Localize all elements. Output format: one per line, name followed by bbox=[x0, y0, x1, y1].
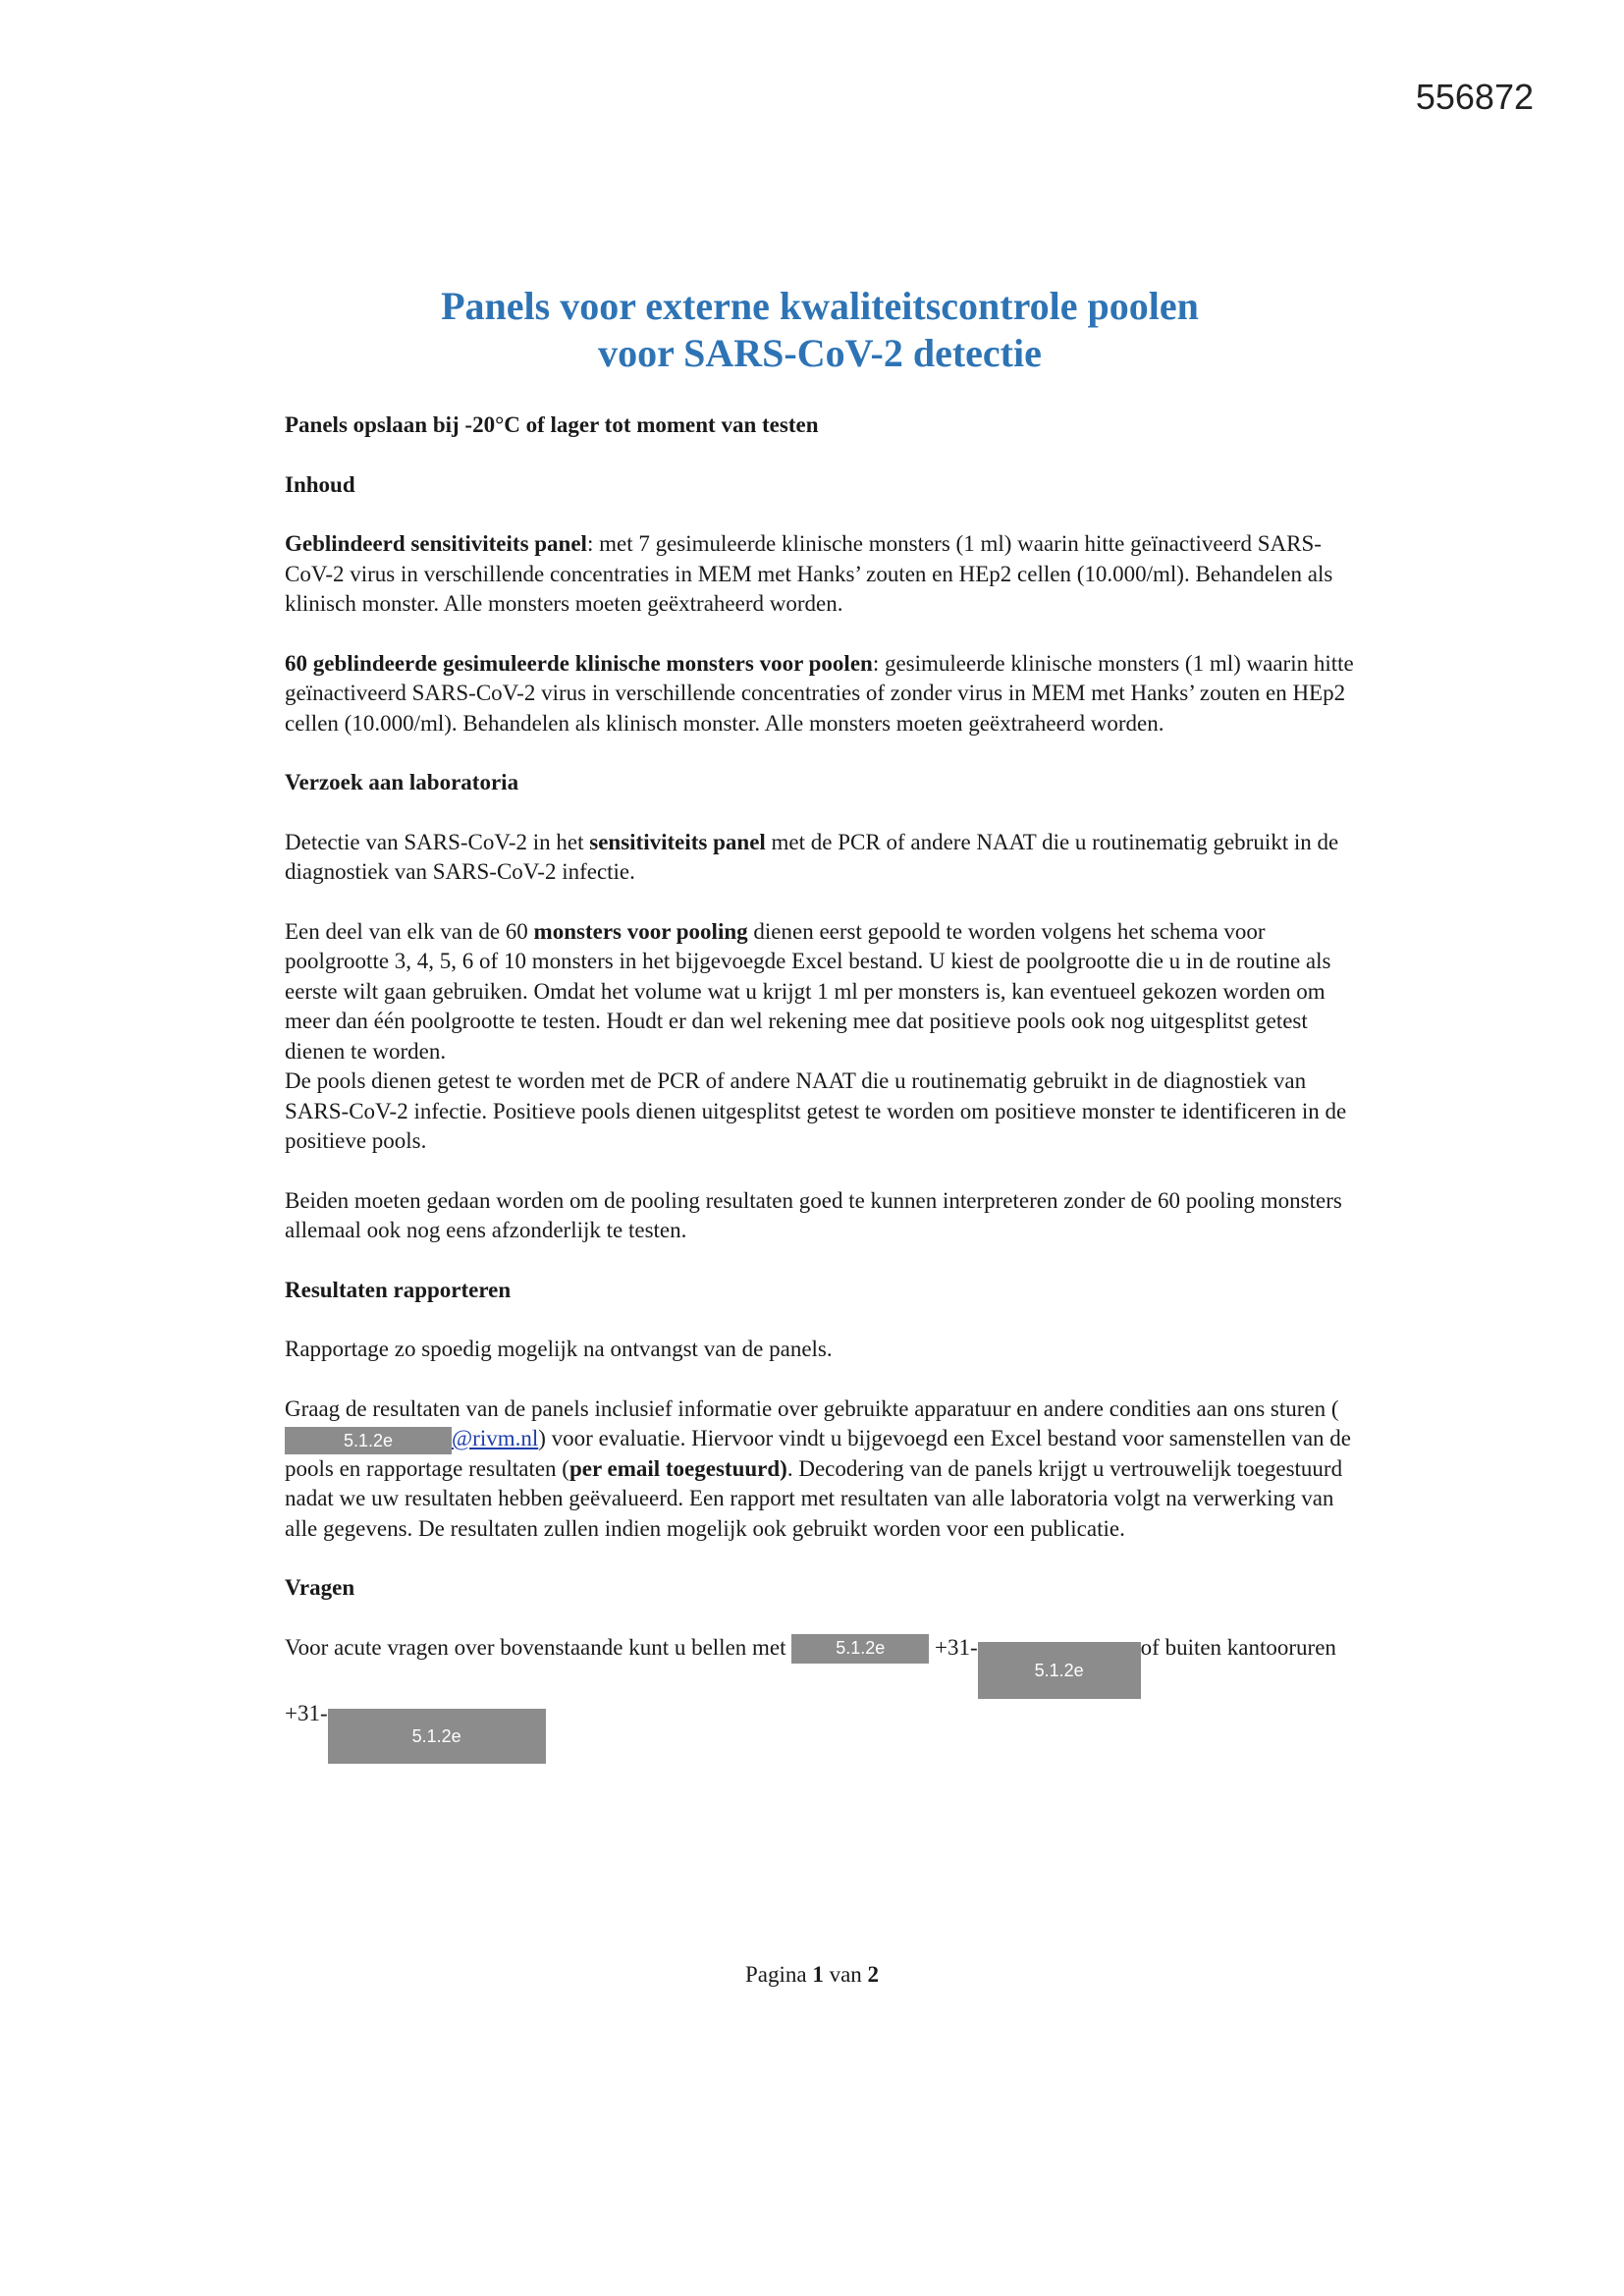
paragraph-sensitivity-panel bbox=[285, 529, 1355, 620]
storage-note: Panels opslaan bij -20°C of lager tot moment van testen bbox=[285, 412, 819, 437]
title-line-1: Panels voor externe kwaliteitscontrole poolen bbox=[441, 284, 1199, 328]
document-number: 556872 bbox=[1415, 77, 1534, 117]
paragraph-text: of buiten kantooruren +31- bbox=[285, 1634, 1336, 1725]
redaction-box: 5.1.2e bbox=[328, 1709, 546, 1764]
paragraph-text: ) voor evaluatie. Hiervoor vindt u bijgevoegd een Excel bestand voor samenstellen van de pools en rapportage resultaten ( bbox=[285, 1426, 1351, 1481]
footer-text: Pagina bbox=[744, 1962, 813, 1987]
redaction-box: 5.1.2e bbox=[791, 1634, 929, 1664]
paragraph-text: Graag de resultaten van de panels inclusief informatie over gebruikte apparatuur en andere condities aan ons sturen ( bbox=[285, 1395, 1339, 1421]
paragraph-pool-testing: De pools dienen getest te worden met de PCR of andere NAAT die u routinematig gebruikt in de diagnostiek van SARS-CoV-2 infectie. Positieve pools dienen uitgesplitst getest te worden om positieve monster te identificeren in de positieve pools. bbox=[285, 1068, 1347, 1153]
paragraph-interpretation: Beiden moeten gedaan worden om de pooling resultaten goed te kunnen interpreteren zonder de 60 pooling monsters allemaal ook nog eens afzonderlijk te testen. bbox=[285, 1187, 1342, 1242]
paragraph-text: Voor acute vragen over bovenstaande kunt u bellen met bbox=[285, 1634, 792, 1660]
document-body bbox=[285, 410, 1355, 1793]
paragraph-text: Detectie van SARS-CoV-2 in het bbox=[285, 829, 590, 854]
paragraph-text: : met 7 gesimuleerde klinische monsters (1 ml) waarin hitte geïnactiveerd SARS-CoV-2 virus in verschillende concentraties in MEM met Hanks’ zouten en HEp2 cellen (10.000/ml). Behandelen als klinisch monster. Alle monsters moeten geëxtraheerd worden. bbox=[285, 531, 1333, 616]
paragraph-text: +31- bbox=[929, 1634, 978, 1660]
redaction-box: 5.1.2e bbox=[978, 1642, 1141, 1699]
section-heading-resultaten: Resultaten rapporteren bbox=[285, 1277, 512, 1302]
paragraph-contact bbox=[285, 1633, 1355, 1764]
bold-term: sensitiviteits panel bbox=[589, 829, 766, 854]
paragraph-detection bbox=[285, 828, 1355, 888]
bold-term: 60 geblindeerde gesimuleerde klinische monsters voor poolen bbox=[285, 650, 873, 676]
paragraph-reporting-details bbox=[285, 1394, 1355, 1545]
paragraph-text: : gesimuleerde klinische monsters (1 ml) waarin hitte geïnactiveerd SARS-CoV-2 virus in verschillende concentraties of zonder virus in MEM met Hanks’ zouten en HEp2 cellen (10.000/ml). Behandelen als klinisch monster. Alle monsters moeten geëxtraheerd worden. bbox=[285, 650, 1354, 736]
section-heading-vragen: Vragen bbox=[285, 1575, 355, 1601]
paragraph-text: dienen eerst gepoold te worden volgens het schema voor poolgrootte 3, 4, 5, 6 of 10 monsters in het bijgevoegde Excel bestand. U kiest de poolgrootte die u in de routine als eerste wilt gaan gebruiken. Omdat het volume wat u krijgt 1 ml per monsters is, kan eventueel gekozen worden om meer dan één poolgrootte te testen. Houdt er dan wel rekening mee dat positieve pools ook nog uitgesplitst getest dienen te worden. bbox=[285, 918, 1331, 1064]
footer-page-number: 1 bbox=[812, 1962, 824, 1987]
bold-term: Geblindeerd sensitiviteits panel bbox=[285, 531, 587, 556]
redaction-box: 5.1.2e bbox=[285, 1427, 452, 1454]
bold-term: per email toegestuurd) bbox=[568, 1455, 787, 1481]
document-title bbox=[285, 283, 1355, 377]
page-footer bbox=[0, 1962, 1624, 1988]
footer-text: van bbox=[823, 1962, 868, 1987]
section-heading-inhoud: Inhoud bbox=[285, 471, 355, 497]
paragraph-reporting-timing: Rapportage zo spoedig mogelijk na ontvangst van de panels. bbox=[285, 1337, 833, 1361]
paragraph-pooling-instructions bbox=[285, 917, 1355, 1067]
section-heading-verzoek: Verzoek aan laboratoria bbox=[285, 770, 519, 794]
title-line-2: voor SARS-CoV-2 detectie bbox=[598, 331, 1042, 375]
bold-term: monsters voor pooling bbox=[533, 918, 748, 944]
paragraph-text: . Decodering van de panels krijgt u vertrouwelijk toegestuurd nadat we uw resultaten hebben geëvalueerd. Een rapport met resultaten van alle laboratoria volgt na verwerking van alle gegevens. De resultaten zullen indien mogelijk ook gebruikt worden voor een publicatie. bbox=[285, 1455, 1343, 1541]
footer-page-total: 2 bbox=[867, 1962, 880, 1987]
paragraph-text: Een deel van elk van de 60 bbox=[285, 918, 534, 944]
paragraph-text: met de PCR of andere NAAT die u routinematig gebruikt in de diagnostiek van SARS-CoV-2 infectie. bbox=[285, 829, 1339, 884]
email-link[interactable]: @rivm.nl bbox=[452, 1426, 539, 1450]
paragraph-pooling-samples bbox=[285, 649, 1355, 739]
